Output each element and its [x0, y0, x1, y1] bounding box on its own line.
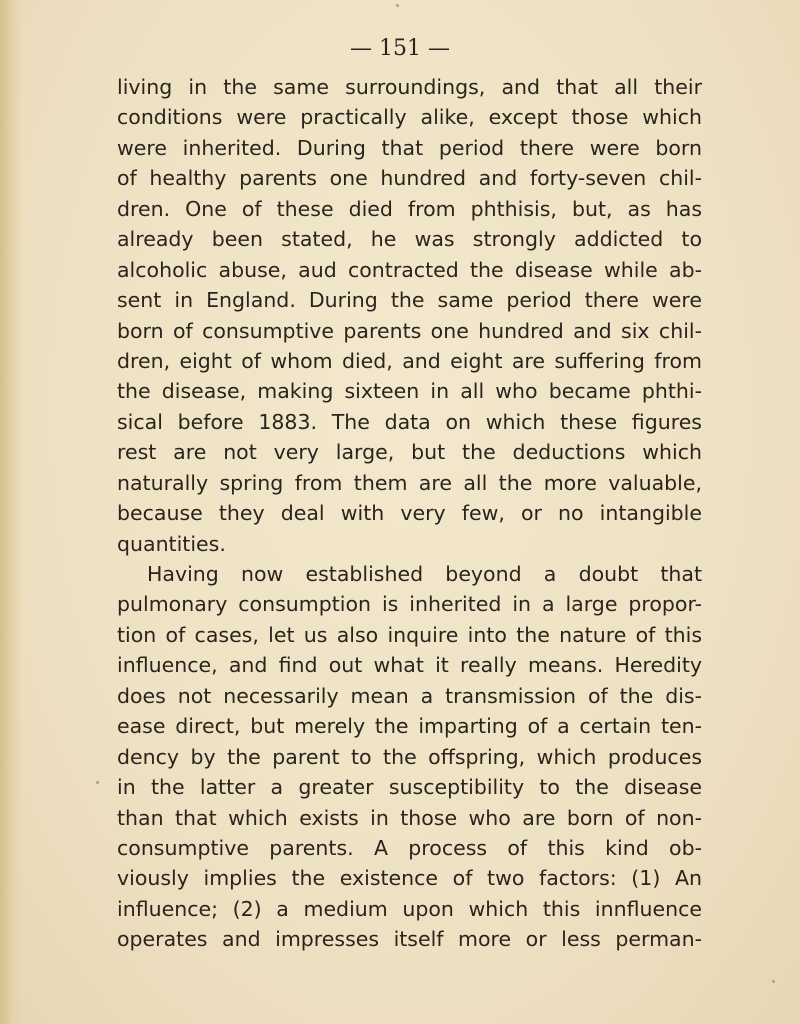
body-text: [117, 72, 702, 955]
text-line: sent in England. During the same period there were: [117, 288, 702, 313]
text-line: tion of cases, let us also inquire into the nature of this: [117, 622, 702, 647]
text-line: already been stated, he was strongly addicted to: [117, 227, 702, 252]
text-line: rest are not very large, but the deductions which: [117, 440, 702, 465]
text-line: ease direct, but merely the imparting of a certain ten-: [117, 714, 702, 739]
text-line: born of consumptive parents one hundred and six chil-: [117, 318, 702, 343]
text-line: dency by the parent to the offspring, which produces: [117, 744, 702, 769]
paper-speck: [772, 980, 775, 983]
text-line: dren, eight of whom died, and eight are suffering from: [117, 348, 702, 373]
text-line: does not necessarily mean a transmission of the dis-: [117, 683, 702, 708]
paragraph-start-line: Having now established beyond a doubt that: [147, 562, 702, 586]
text-line: living in the same surroundings, and that all their: [117, 75, 702, 99]
text-line: of healthy parents one hundred and forty-seven chil-: [117, 166, 702, 191]
text-line: influence; (2) a medium upon which this innfluence: [117, 896, 702, 921]
text-line: pulmonary consumption is inherited in a large propor-: [117, 592, 702, 617]
page-gutter-shadow: [0, 0, 22, 1024]
text-line: were inherited. During that period there were born: [117, 135, 702, 160]
text-line: viously implies the existence of two factors: (1) An: [117, 866, 702, 891]
text-line: naturally spring from them are all the more valuable,: [117, 470, 702, 495]
text-line: influence, and find out what it really means. Heredity: [117, 653, 702, 678]
text-line: the disease, making sixteen in all who became phthi-: [117, 379, 702, 404]
text-line: consumptive parents. A process of this kind ob-: [117, 835, 702, 860]
text-line: dren. One of these died from phthisis, but, as has: [117, 196, 702, 221]
text-line: because they deal with very few, or no intangible: [117, 501, 702, 526]
text-line: operates and impresses itself more or less perman-: [117, 927, 702, 952]
text-line: in the latter a greater susceptibility to the disease: [117, 775, 702, 800]
text-line: sical before 1883. The data on which these figures: [117, 409, 702, 434]
text-line: than that which exists in those who are born of non-: [117, 805, 702, 830]
text-line: alcoholic abuse, aud contracted the disease while ab-: [117, 257, 702, 282]
page-number: — 151 —: [350, 36, 450, 61]
text-line: quantities.: [117, 531, 226, 556]
text-line: conditions were practically alike, except those which: [117, 105, 702, 130]
paper-speck: [96, 781, 99, 784]
paper-speck: [396, 4, 399, 7]
